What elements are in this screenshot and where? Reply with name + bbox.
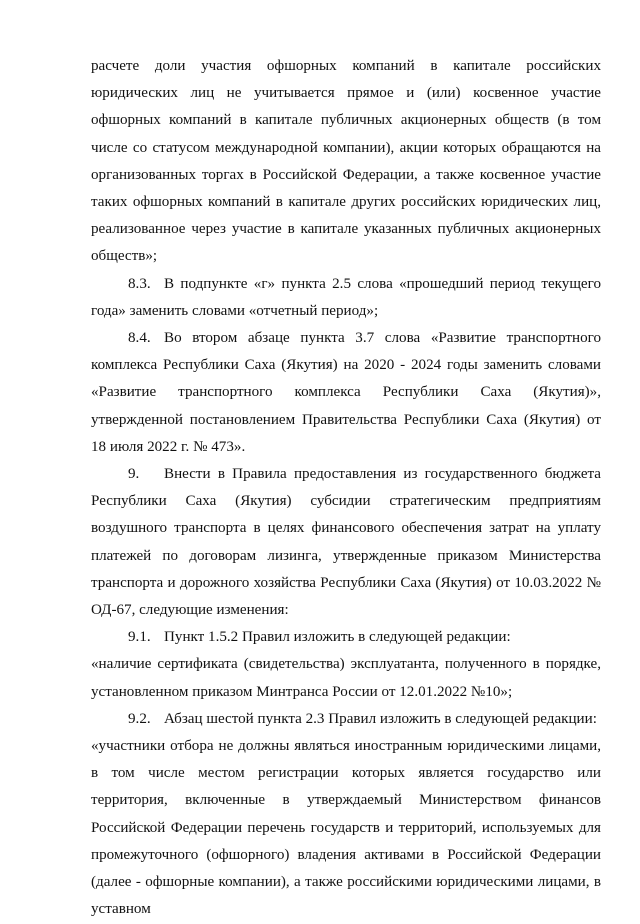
paragraph-number: 8.4. <box>128 330 151 347</box>
paragraph-8-3 <box>91 271 601 325</box>
paragraph-9-1 <box>91 624 601 651</box>
paragraph-number: 9.2. <box>128 710 151 727</box>
paragraph-text: Пункт 1.5.2 Правил изложить в следующей редакции: <box>164 629 511 646</box>
paragraph-text: В подпункте «г» пункта 2.5 слова «прошедший период текущего года» заменить словами «отчетный период»; <box>91 275 601 319</box>
document-body <box>91 53 601 924</box>
paragraph-text: «наличие сертификата (свидетельства) эксплуатанта, полученного в порядке, установленном приказом Минтранса России от 12.01.2022 №10»; <box>91 656 601 700</box>
paragraph-text: расчете доли участия офшорных компаний в капитале российских юридических лиц не учитывается прямое и (или) косвенное участие офшорных компаний в капитале публичных акционерных обществ (в том числе со статусом международной компании), акции которых обращаются на организованных торгах в Российской Федерации, а также косвенное участие таких офшорных компаний в капитале других российских юридических лиц, реализованное через участие в капитале указанных публичных акционерных обществ»; <box>91 58 601 265</box>
paragraph-continued <box>91 53 601 271</box>
paragraph-9-2 <box>91 706 601 733</box>
paragraph-text: Абзац шестой пункта 2.3 Правил изложить в следующей редакции: <box>164 710 597 727</box>
paragraph-8-4 <box>91 325 601 461</box>
paragraph-number: 9.1. <box>128 629 151 646</box>
paragraph-9-2-quote <box>91 733 601 923</box>
paragraph-number: 9. <box>128 466 140 483</box>
paragraph-text: Во втором абзаце пункта 3.7 слова «Развитие транспортного комплекса Республики Саха (Якутия) на 2020 - 2024 годы заменить словами «Развитие транспортного комплекса Республики Саха (Якутия)», утвержденной постановлением Правительства Республики Саха (Якутия) от 18 июля 2022 г. № 473». <box>91 330 601 455</box>
paragraph-number: 8.3. <box>128 275 151 292</box>
paragraph-9-1-quote <box>91 651 601 705</box>
paragraph-9 <box>91 461 601 624</box>
paragraph-text: Внести в Правила предоставления из государственного бюджета Республики Саха (Якутия) субсидии стратегическим предприятиям воздушного транспорта в целях финансового обеспечения затрат на уплату платежей по договорам лизинга, утвержденные приказом Министерства транспорта и дорожного хозяйства Республики Саха (Якутия) от 10.03.2022 № ОД-67, следующие изменения: <box>91 466 601 619</box>
paragraph-text: «участники отбора не должны являться иностранным юридическими лицами, в том числе местом регистрации которых является государство или территория, включенные в утверждаемый Министерством финансов Российской Федерации перечень государств и территорий, используемых для промежуточного (офшорного) владения активами в Российской Федерации (далее - офшорные компании), а также российскими юридическими лицами, в уставном <box>91 738 601 918</box>
